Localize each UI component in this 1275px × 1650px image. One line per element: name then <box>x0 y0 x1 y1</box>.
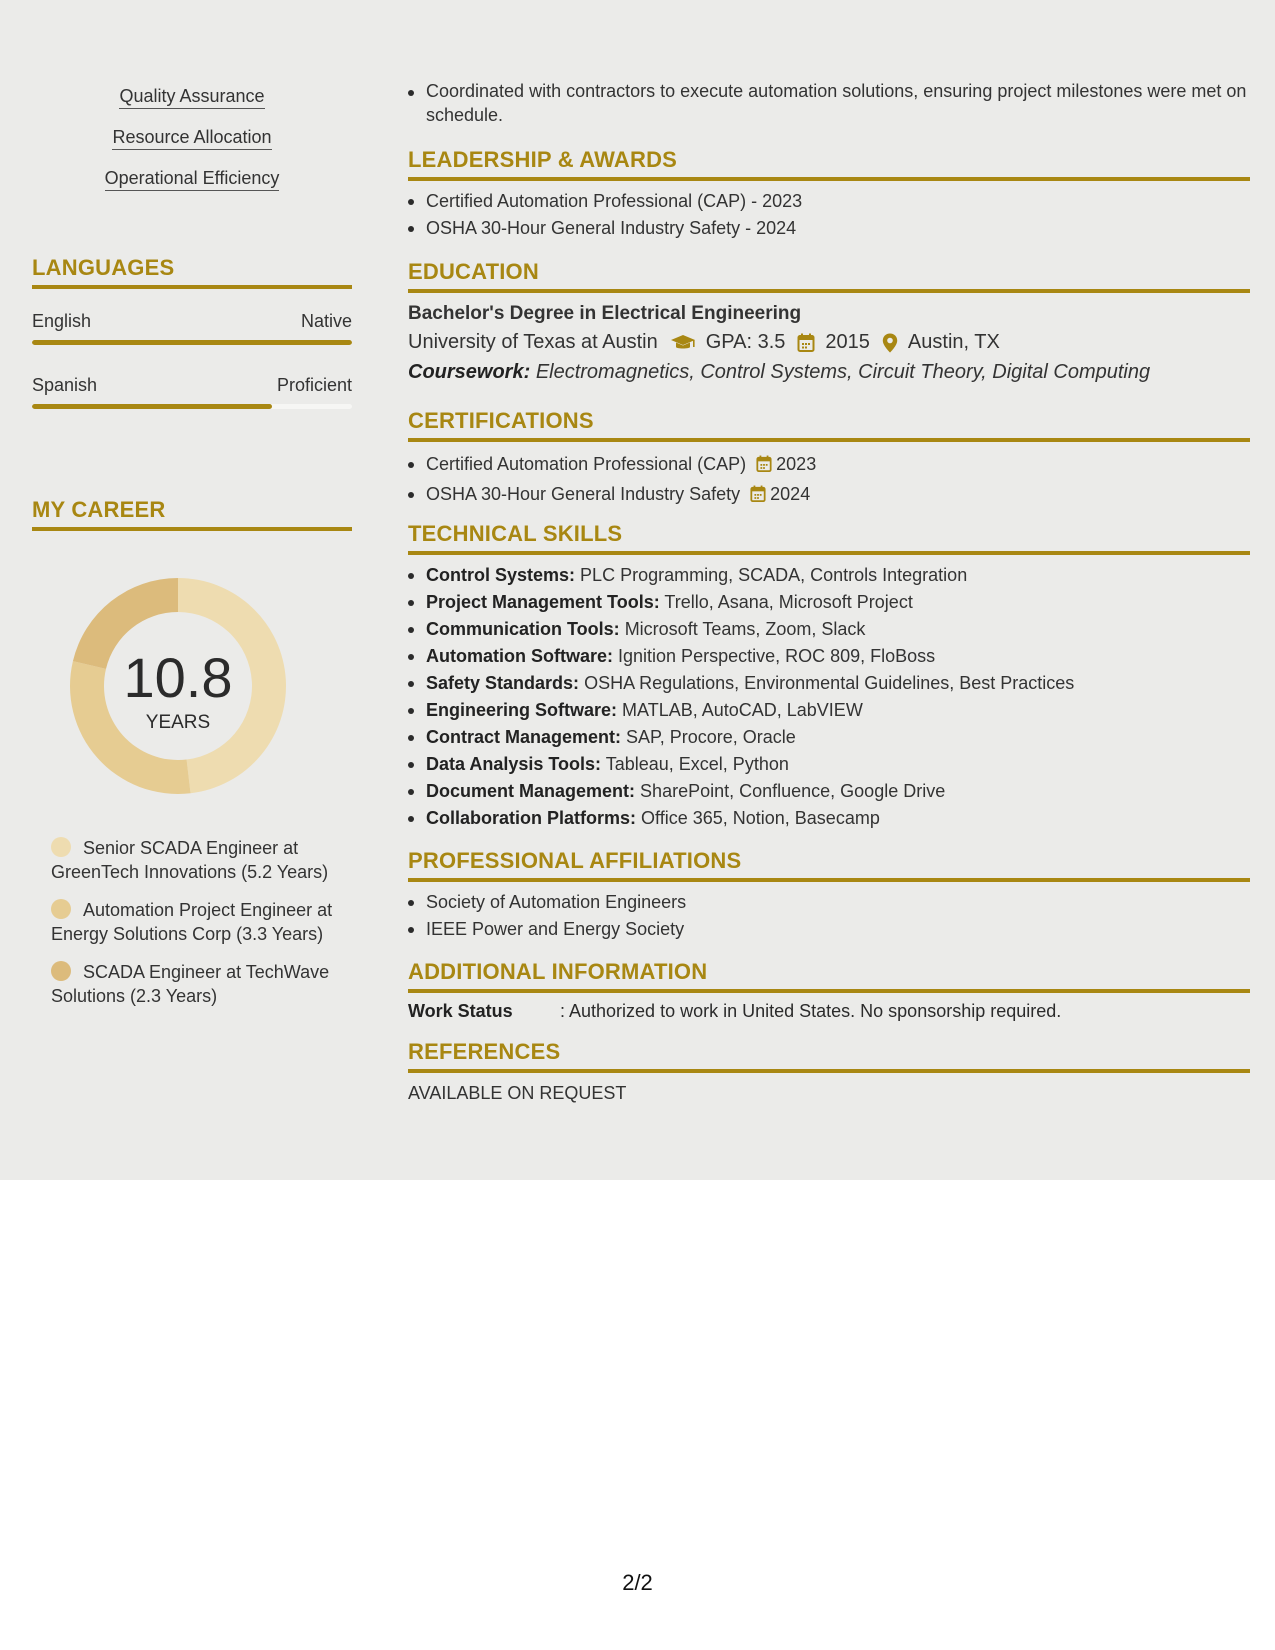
career-section <box>32 497 352 531</box>
coursework-label: Coursework: <box>408 361 531 383</box>
language-bar <box>32 340 352 345</box>
certifications-section <box>408 408 1250 511</box>
leadership-section <box>408 147 1250 242</box>
education-coursework <box>408 361 1250 384</box>
additional-info-section <box>408 959 1250 1023</box>
section-title: ADDITIONAL INFORMATION <box>408 959 708 984</box>
career-legend-item <box>51 836 341 884</box>
certification-year: 2024 <box>770 484 811 504</box>
section-title: LANGUAGES <box>32 255 175 280</box>
technical-skills-list <box>408 562 1250 832</box>
language-level: Proficient <box>276 375 352 395</box>
career-role: Senior SCADA Engineer at GreenTech Innovations (5.2 Years) <box>51 838 329 882</box>
legend-dot <box>51 837 71 857</box>
section-title: REFERENCES <box>408 1039 561 1064</box>
section-title: CERTIFICATIONS <box>408 408 594 433</box>
language-bar-fill <box>32 404 272 409</box>
technical-skill-item: Data Analysis Tools: Tableau, Excel, Python <box>408 751 1250 778</box>
legend-dot <box>51 961 71 981</box>
section-rule <box>408 289 1250 293</box>
certification-item <box>408 481 1250 511</box>
technical-skill-item: Project Management Tools: Trello, Asana, Microsoft Project <box>408 589 1250 616</box>
technical-skill-item: Safety Standards: OSHA Regulations, Environmental Guidelines, Best Practices <box>408 670 1250 697</box>
technical-skill-item: Document Management: SharePoint, Confluence, Google Drive <box>408 778 1250 805</box>
education-school: University of Texas at Austin <box>408 331 658 353</box>
technical-skills-section <box>408 521 1250 832</box>
leadership-item: OSHA 30-Hour General Industry Safety - 2024 <box>408 215 1250 242</box>
section-rule <box>408 438 1250 442</box>
certification-year: 2023 <box>776 454 817 474</box>
location-pin-icon <box>882 333 898 353</box>
affiliation-item: IEEE Power and Energy Society <box>408 916 1250 943</box>
education-degree: Bachelor's Degree in Electrical Engineering <box>408 303 802 324</box>
section-rule <box>408 177 1250 181</box>
page-number: 2/2 <box>622 1570 653 1595</box>
education-gpa: GPA: 3.5 <box>705 331 786 353</box>
career-legend <box>51 836 341 1008</box>
section-title: TECHNICAL SKILLS <box>408 521 623 546</box>
technical-skill-item: Engineering Software: MATLAB, AutoCAD, LabVIEW <box>408 697 1250 724</box>
language-bar-fill <box>32 340 352 345</box>
language-name: English <box>32 311 92 331</box>
work-status-row <box>408 999 1250 1023</box>
skill-tag: Quality Assurance <box>119 86 264 109</box>
certification-name: Certified Automation Professional (CAP) <box>426 454 747 474</box>
coursework-list: Electromagnetics, Control Systems, Circuit Theory, Digital Computing <box>535 361 1151 383</box>
language-name: Spanish <box>32 375 98 395</box>
section-title: PROFESSIONAL AFFILIATIONS <box>408 848 742 873</box>
languages-section <box>32 255 352 409</box>
education-details <box>408 331 1250 354</box>
section-title: LEADERSHIP & AWARDS <box>408 147 678 172</box>
section-title: EDUCATION <box>408 259 539 284</box>
education-section <box>408 259 1250 384</box>
affiliation-item: Society of Automation Engineers <box>408 889 1250 916</box>
leadership-item: Certified Automation Professional (CAP) - 2023 <box>408 188 1250 215</box>
technical-skill-item: Communication Tools: Microsoft Teams, Zoom, Slack <box>408 616 1250 643</box>
skill-tag: Resource Allocation <box>112 127 271 150</box>
education-year: 2015 <box>825 331 870 353</box>
career-donut-chart <box>66 574 290 798</box>
language-item <box>32 375 352 409</box>
references-section <box>408 1039 1250 1104</box>
career-legend-item <box>51 960 341 1008</box>
legend-dot <box>51 899 71 919</box>
section-rule <box>408 878 1250 882</box>
career-legend-item <box>51 898 341 946</box>
calendar-icon <box>797 333 815 353</box>
career-role: Automation Project Engineer at Energy Solutions Corp (3.3 Years) <box>51 900 333 944</box>
calendar-icon <box>756 454 772 481</box>
calendar-icon <box>750 484 766 511</box>
career-role: SCADA Engineer at TechWave Solutions (2.3 Years) <box>51 962 330 1006</box>
work-status-label: Work Status <box>408 1001 513 1021</box>
education-location: Austin, TX <box>907 331 1000 353</box>
section-rule <box>408 989 1250 993</box>
section-rule <box>408 551 1250 555</box>
work-status-value: : Authorized to work in United States. No sponsorship required. <box>560 1001 1062 1021</box>
certification-item <box>408 451 1250 481</box>
section-rule <box>32 527 352 531</box>
skill-tag: Operational Efficiency <box>105 168 280 191</box>
language-bar <box>32 404 352 409</box>
affiliations-section <box>408 848 1250 943</box>
language-item <box>32 311 352 345</box>
language-level: Native <box>300 311 352 331</box>
section-rule <box>408 1069 1250 1073</box>
career-unit: YEARS <box>145 712 211 733</box>
experience-bullet: Coordinated with contractors to execute automation solutions, ensuring project milestones were met on schedule. <box>408 79 1250 127</box>
career-total: 10.8 <box>123 646 233 709</box>
technical-skill-item: Control Systems: PLC Programming, SCADA, Controls Integration <box>408 562 1250 589</box>
references-text: AVAILABLE ON REQUEST <box>408 1083 627 1103</box>
certification-name: OSHA 30-Hour General Industry Safety <box>426 484 741 504</box>
technical-skill-item: Automation Software: Ignition Perspective, ROC 809, FloBoss <box>408 643 1250 670</box>
graduation-cap-icon <box>670 334 696 352</box>
section-title: MY CAREER <box>32 497 166 522</box>
section-rule <box>32 285 352 289</box>
experience-tail-list <box>408 79 1250 127</box>
technical-skill-item: Collaboration Platforms: Office 365, Notion, Basecamp <box>408 805 1250 832</box>
skill-tags <box>32 86 352 191</box>
technical-skill-item: Contract Management: SAP, Procore, Oracle <box>408 724 1250 751</box>
